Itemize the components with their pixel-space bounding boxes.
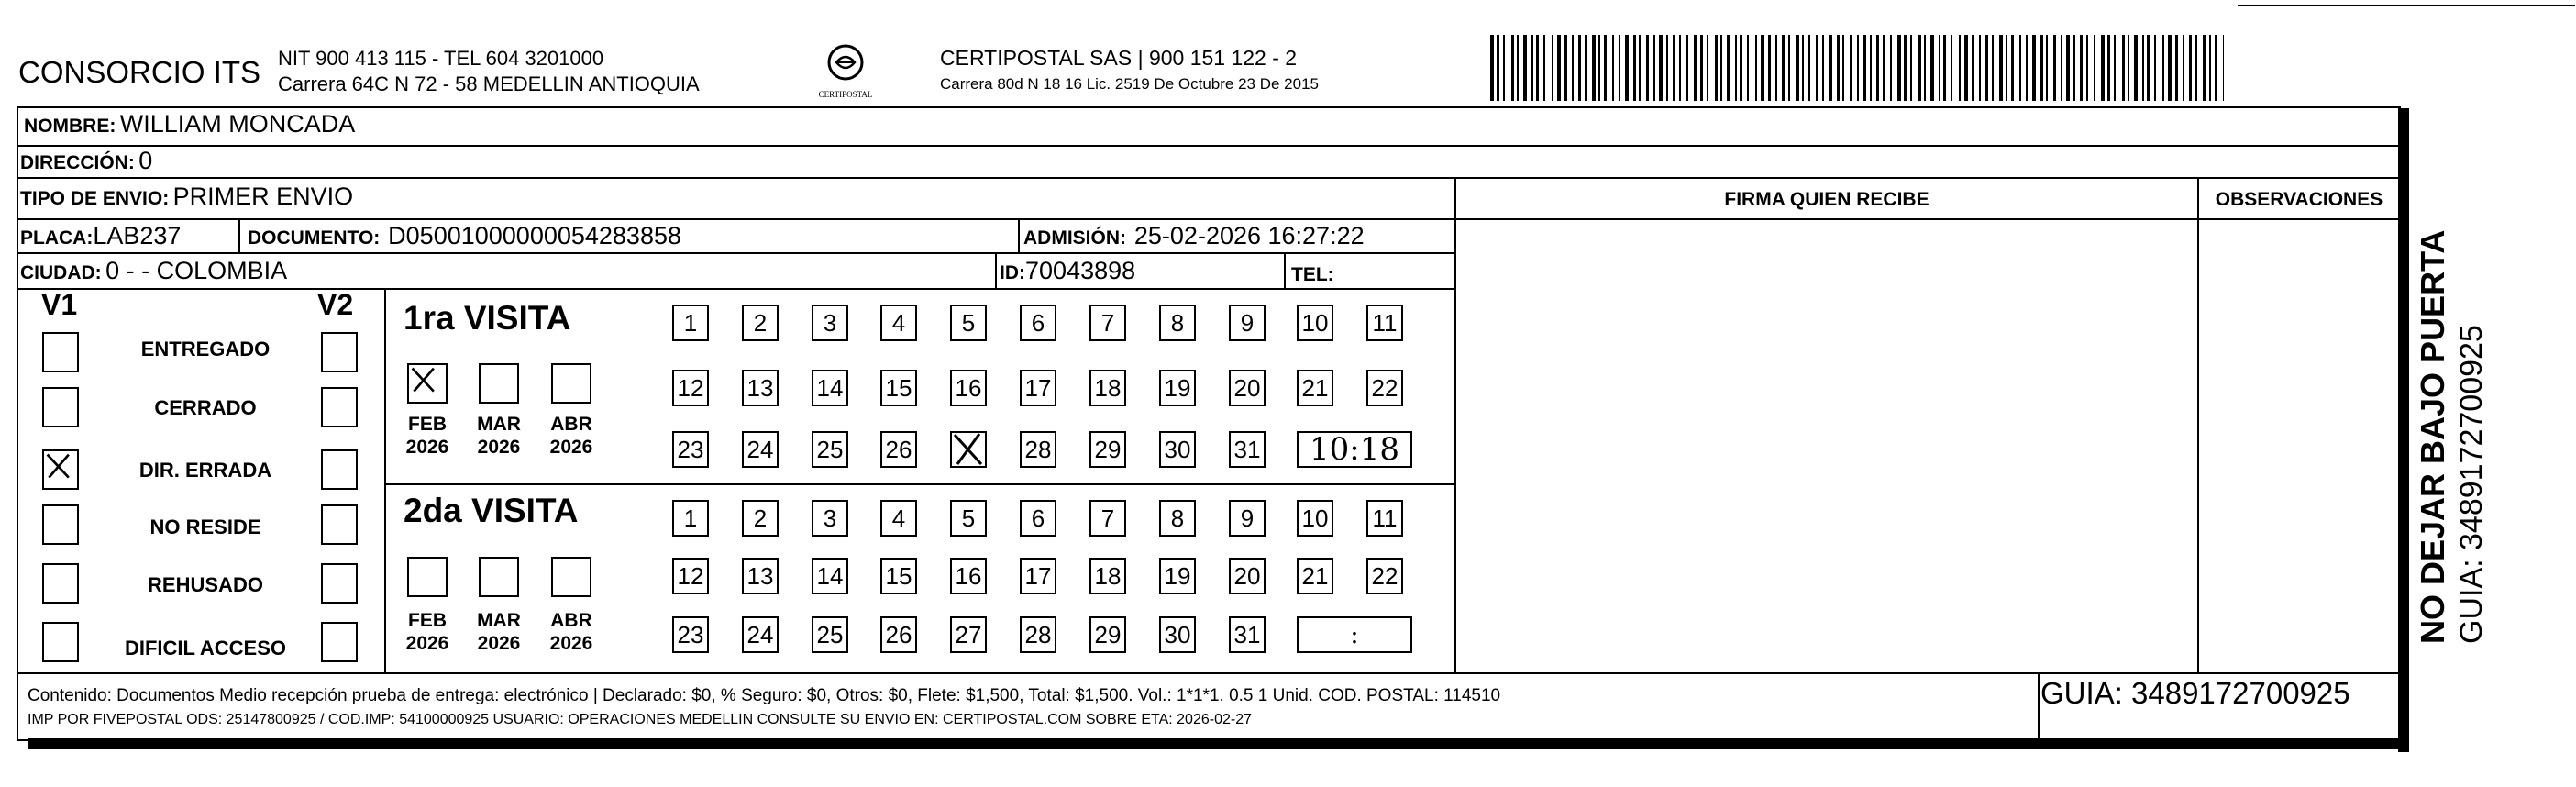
certipostal-logo-icon <box>818 40 873 105</box>
row-divider <box>17 145 2401 147</box>
tipo-envio-label: TIPO DE ENVIO: <box>20 188 170 209</box>
footer-contenido: Contenido: Documentos Medio recepción prueba de entrega: electrónico | Declarado: $0, % Seguro: $0, Otros: $0, Flete: $1,500, Total: $1,500. Vol.: 1*1*1. 0.5 1 Unid. COD. POSTAL: 114510 <box>28 686 1501 705</box>
company-info <box>278 46 700 97</box>
month-year: 2026 <box>477 437 521 458</box>
tel-field <box>1291 259 1334 287</box>
status-divider <box>384 288 386 672</box>
visit2-month-label <box>470 609 528 655</box>
tel-label: TEL: <box>1291 264 1334 285</box>
month-name: FEB <box>408 610 447 631</box>
visit2-day-box[interactable]: 24 <box>742 616 779 653</box>
status-v1-checkbox[interactable] <box>42 387 79 427</box>
row-divider <box>17 252 1456 254</box>
id-value: 70043898 <box>1025 257 1136 284</box>
status-v2-checkbox[interactable] <box>321 563 358 604</box>
visit1-day-box[interactable]: 1 <box>672 305 709 341</box>
admision-label: ADMISIÓN: <box>1023 227 1126 249</box>
visit1-day-box[interactable]: 24 <box>742 431 779 468</box>
month-year: 2026 <box>549 633 593 654</box>
visit1-day-box[interactable]: 10 <box>1297 305 1333 341</box>
month-name: ABR <box>550 610 592 631</box>
admision-field <box>1023 222 1365 250</box>
visit1-day-box[interactable]: 13 <box>742 370 779 406</box>
visit1-month-checkbox[interactable] <box>551 363 591 404</box>
visit2-day-box[interactable]: 2 <box>742 500 779 537</box>
visit1-month-label <box>470 413 528 459</box>
visit2-day-box[interactable]: 8 <box>1159 500 1196 537</box>
visit1-month-label <box>398 413 457 459</box>
direccion-label: DIRECCIÓN: <box>20 152 135 173</box>
barcode <box>1490 35 2224 101</box>
status-v1-checkbox[interactable] <box>42 622 79 662</box>
visit1-day-box-marked[interactable] <box>950 431 987 468</box>
visit1-day-box[interactable]: 7 <box>1089 305 1126 341</box>
visit2-day-box[interactable]: 1 <box>672 500 709 537</box>
visit2-day-box[interactable]: 17 <box>1020 558 1056 594</box>
visit1-day-box[interactable]: 6 <box>1020 305 1056 341</box>
footer-imp: IMP POR FIVEPOSTAL ODS: 25147800925 / COD.IMP: 54100000925 USUARIO: OPERACIONES MEDELLIN CONSULTE SU ENVIO EN: CERTIPOSTAL.COM SOBRE ETA: 2026-02-27 <box>28 712 1252 727</box>
visit1-day-box[interactable]: 14 <box>812 370 848 406</box>
visit2-time-box[interactable]: : <box>1297 616 1412 653</box>
company-name: CONSORCIO ITS <box>18 55 261 89</box>
visit2-day-box[interactable]: 20 <box>1229 558 1266 594</box>
observaciones-divider <box>2197 177 2199 672</box>
x-mark-icon <box>409 365 440 396</box>
visit2-day-box[interactable]: 21 <box>1297 558 1333 594</box>
month-year: 2026 <box>405 633 449 654</box>
month-year: 2026 <box>405 437 449 458</box>
visit2-day-box[interactable]: 18 <box>1089 558 1126 594</box>
visit2-day-box[interactable]: 11 <box>1366 500 1403 537</box>
visit2-day-box[interactable]: 16 <box>950 558 987 594</box>
placa-value: LAB237 <box>93 222 182 249</box>
visit2-day-box[interactable]: 14 <box>812 558 848 594</box>
visit1-day-box[interactable]: 12 <box>672 370 709 406</box>
visit1-day-box[interactable]: 4 <box>880 305 917 341</box>
visit2-day-box[interactable]: 13 <box>742 558 779 594</box>
direccion-value: 0 <box>138 147 153 174</box>
admision-value: 25-02-2026 16:27:22 <box>1133 222 1365 249</box>
visit1-day-box[interactable]: 2 <box>742 305 779 341</box>
visit1-month-checkbox[interactable] <box>407 363 448 404</box>
visit1-day-box[interactable]: 9 <box>1229 305 1266 341</box>
visit1-day-box[interactable]: 25 <box>812 431 848 468</box>
status-label: NO RESIDE <box>149 515 261 538</box>
visit2-day-box[interactable]: 25 <box>812 616 848 653</box>
visit1-day-box[interactable]: 5 <box>950 305 987 341</box>
month-year: 2026 <box>477 633 521 654</box>
documento-field <box>248 222 681 250</box>
tipo-envio-field <box>20 183 353 211</box>
visit2-month-checkbox[interactable] <box>551 557 591 597</box>
status-label: ENTREGADO <box>140 338 271 360</box>
status-label: DIFICIL ACCESO <box>124 637 286 660</box>
placa-divider <box>238 218 240 252</box>
visit2-month-label <box>542 609 601 655</box>
placa-label: PLACA: <box>20 227 94 249</box>
status-label: CERRADO <box>154 396 257 419</box>
status-v1-checkbox[interactable] <box>42 504 79 545</box>
visit1-day-box[interactable]: 11 <box>1366 305 1403 341</box>
visit1-day-box[interactable]: 18 <box>1089 370 1126 406</box>
visit1-day-box[interactable]: 29 <box>1089 431 1126 468</box>
firma-divider <box>1454 177 1456 672</box>
visit2-day-box[interactable]: 15 <box>880 558 917 594</box>
status-v2-checkbox[interactable] <box>321 387 358 427</box>
status-v1-checkbox[interactable] <box>42 449 79 490</box>
visit2-month-label <box>398 609 457 655</box>
visit1-day-box[interactable]: 22 <box>1366 370 1403 406</box>
visit2-day-box[interactable]: 10 <box>1297 500 1333 537</box>
guia-divider <box>2038 672 2040 741</box>
nombre-field <box>24 110 355 139</box>
visit2-title: 2da VISITA <box>404 492 579 529</box>
nit-line: NIT 900 413 115 - TEL 604 3201000 <box>278 47 604 70</box>
row-divider <box>17 672 2401 674</box>
footer-guia: GUIA: 3489172700925 <box>2040 676 2350 710</box>
visit1-day-box[interactable]: 26 <box>880 431 917 468</box>
status-v2-checkbox[interactable] <box>321 622 358 662</box>
visit2-day-box[interactable]: 7 <box>1089 500 1126 537</box>
visit2-day-box[interactable]: 27 <box>950 616 987 653</box>
month-name: MAR <box>477 414 521 435</box>
visit1-month-label <box>542 413 601 459</box>
logo-caption: CERTIPOSTAL <box>818 90 873 99</box>
visit1-title: 1ra VISITA <box>404 299 571 337</box>
row-divider <box>17 218 2401 220</box>
ciudad-label: CIUDAD: <box>20 262 102 283</box>
id-label: ID: <box>1000 262 1025 283</box>
visit2-day-box[interactable]: 5 <box>950 500 987 537</box>
sheet-edge <box>2238 5 2575 6</box>
visit1-day-box[interactable]: 31 <box>1229 431 1266 468</box>
ciudad-value: 0 - - COLOMBIA <box>105 257 288 284</box>
side-guia: GUIA: 3489172700925 <box>2454 325 2489 644</box>
id-divider <box>995 252 997 288</box>
visit1-day-box[interactable]: 30 <box>1159 431 1196 468</box>
status-v2-checkbox[interactable] <box>321 332 358 372</box>
visit1-day-box[interactable]: 28 <box>1020 431 1056 468</box>
month-name: FEB <box>408 414 447 435</box>
documento-value: D05001000000054283858 <box>388 222 681 249</box>
visit1-day-box[interactable]: 8 <box>1159 305 1196 341</box>
documento-label: DOCUMENTO: <box>248 227 381 249</box>
id-field <box>1000 257 1135 285</box>
visit2-day-box[interactable]: 12 <box>672 558 709 594</box>
x-mark-icon <box>950 431 987 468</box>
tel-divider <box>1284 252 1286 288</box>
certipostal-line-2: Carrera 80d N 18 16 Lic. 2519 De Octubre 23 De 2015 <box>940 75 1319 93</box>
observaciones-header: OBSERVACIONES <box>2215 189 2383 210</box>
firma-header: FIRMA QUIEN RECIBE <box>1724 189 1929 210</box>
status-v2-checkbox[interactable] <box>321 449 358 490</box>
visit2-day-box[interactable]: 28 <box>1020 616 1056 653</box>
visit2-month-checkbox[interactable] <box>407 557 448 597</box>
v2-header: V2 <box>317 288 354 321</box>
visit2-day-box[interactable]: 31 <box>1229 616 1266 653</box>
visit2-day-box[interactable]: 30 <box>1159 616 1196 653</box>
visit2-day-box[interactable]: 9 <box>1229 500 1266 537</box>
status-v1-checkbox[interactable] <box>42 332 79 372</box>
visit2-day-box[interactable]: 23 <box>672 616 709 653</box>
x-mark-icon <box>44 451 75 482</box>
visit2-day-box[interactable]: 4 <box>880 500 917 537</box>
visit2-day-box[interactable]: 3 <box>812 500 848 537</box>
side-warning: NO DEJAR BAJO PUERTA <box>2414 229 2451 644</box>
visit1-day-box[interactable]: 21 <box>1297 370 1333 406</box>
certipostal-line-1: CERTIPOSTAL SAS | 900 151 122 - 2 <box>940 46 1298 70</box>
visit2-month-checkbox[interactable] <box>479 557 519 597</box>
visit2-day-box[interactable]: 29 <box>1089 616 1126 653</box>
visit1-month-checkbox[interactable] <box>479 363 519 404</box>
month-year: 2026 <box>549 437 593 458</box>
ciudad-field <box>20 257 287 285</box>
visit1-day-box[interactable]: 15 <box>880 370 917 406</box>
admision-divider <box>1018 218 1020 252</box>
status-v1-checkbox[interactable] <box>42 563 79 604</box>
status-label: REHUSADO <box>148 573 263 596</box>
visit1-day-box[interactable]: 20 <box>1229 370 1266 406</box>
visit2-day-box[interactable]: 26 <box>880 616 917 653</box>
tipo-envio-value: PRIMER ENVIO <box>172 183 354 210</box>
status-v2-checkbox[interactable] <box>321 504 358 545</box>
visit1-day-box[interactable]: 17 <box>1020 370 1056 406</box>
row-divider <box>17 288 1456 290</box>
nombre-label: NOMBRE: <box>24 116 116 137</box>
visit-divider <box>386 483 1456 485</box>
visit2-day-box[interactable]: 19 <box>1159 558 1196 594</box>
visit1-day-box[interactable]: 19 <box>1159 370 1196 406</box>
visit2-day-box[interactable]: 6 <box>1020 500 1056 537</box>
month-name: MAR <box>477 610 521 631</box>
month-name: ABR <box>550 414 592 435</box>
visit1-day-box[interactable]: 23 <box>672 431 709 468</box>
row-divider <box>17 177 2401 179</box>
side-vertical-text <box>2414 83 2502 651</box>
visit1-day-box[interactable]: 16 <box>950 370 987 406</box>
status-label: DIR. ERRADA <box>138 459 272 482</box>
placa-field <box>20 222 181 250</box>
nombre-value: WILLIAM MONCADA <box>119 110 356 138</box>
direccion-field <box>20 147 152 175</box>
visit1-day-box[interactable]: 3 <box>812 305 848 341</box>
visit1-time-box[interactable]: 10:18 <box>1297 431 1412 468</box>
visit2-day-box[interactable]: 22 <box>1366 558 1403 594</box>
address-line: Carrera 64C N 72 - 58 MEDELLIN ANTIOQUIA <box>278 72 700 95</box>
v1-header: V1 <box>41 288 78 321</box>
